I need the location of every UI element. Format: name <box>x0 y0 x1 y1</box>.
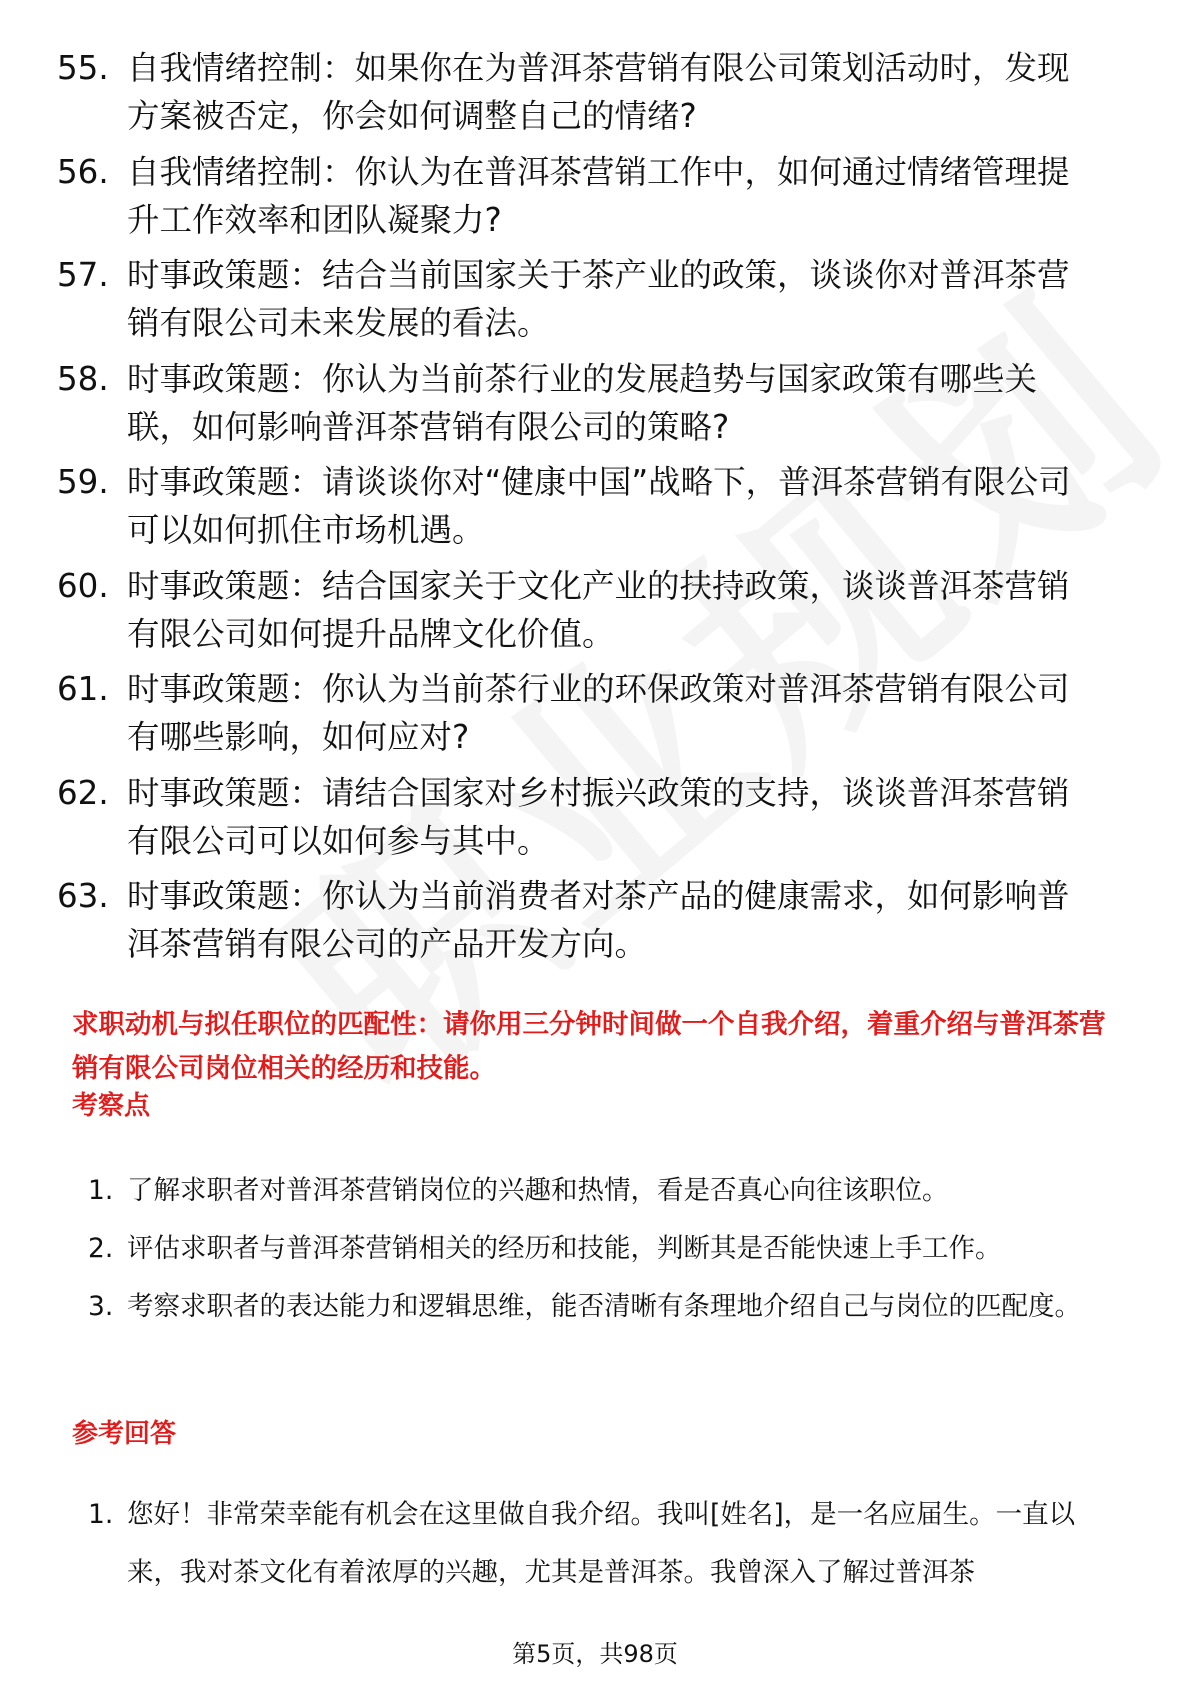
question-number: 58. <box>57 359 109 398</box>
assessment-list <box>0 1162 1190 1336</box>
question-number: 61. <box>57 670 109 708</box>
question-number: 60. <box>57 566 109 605</box>
reference-title: 参考回答 <box>72 1419 177 1449</box>
question-text: 自我情绪控制：如果你在为普洱茶营销有限公司策划活动时，发现方案被否定，你会如何调整自己的情绪? <box>127 49 1070 135</box>
question-item <box>0 562 1190 666</box>
question-item <box>0 872 1190 976</box>
question-text: 时事政策题：结合国家关于文化产业的扶持政策，谈谈普洱茶营销有限公司如何提升品牌文化价值。 <box>127 566 1070 653</box>
question-item <box>0 665 1190 769</box>
highlighted-question: 求职动机与拟任职位的匹配性：请你用三分钟时间做一个自我介绍，着重介绍与普洱茶营销有限公司岗位相关的经历和技能。 <box>72 1009 1106 1084</box>
question-text: 自我情绪控制：你认为在普洱茶营销工作中，如何通过情绪管理提升工作效率和团队凝聚力? <box>127 152 1070 239</box>
question-number: 56. <box>57 152 109 191</box>
question-text: 时事政策题：你认为当前茶行业的发展趋势与国家政策有哪些关联，如何影响普洱茶营销有限公司的策略? <box>127 359 1038 446</box>
list-item <box>0 1162 1190 1220</box>
list-number: 3. <box>88 1291 114 1322</box>
list-text: 您好！非常荣幸能有机会在这里做自我介绍。我叫[姓名]，是一名应届生。一直以来，我对茶文化有着浓厚的兴趣，尤其是普洱茶。我曾深入了解过普洱茶 <box>127 1499 1076 1588</box>
question-item <box>0 44 1190 148</box>
question-number: 55. <box>57 49 109 87</box>
assessment-title: 考察点 <box>72 1091 151 1121</box>
list-number: 1. <box>88 1175 114 1206</box>
list-item <box>0 1220 1190 1278</box>
question-text: 时事政策题：请谈谈你对“健康中国”战略下，普洱茶营销有限公司可以如何抓住市场机遇。 <box>127 463 1071 549</box>
question-item <box>0 148 1190 252</box>
question-item <box>0 355 1190 459</box>
question-number: 59. <box>57 463 109 501</box>
question-text: 时事政策题：请结合国家对乡村振兴政策的支持，谈谈普洱茶营销有限公司可以如何参与其中。 <box>127 773 1070 860</box>
list-number: 2. <box>88 1233 114 1264</box>
question-number: 63. <box>57 877 109 915</box>
question-number: 62. <box>57 773 109 812</box>
list-item <box>0 1486 1190 1602</box>
list-text: 评估求职者与普洱茶营销相关的经历和技能，判断其是否能快速上手工作。 <box>127 1233 1002 1264</box>
page-footer: 第5页，共98页 <box>512 1640 678 1668</box>
reference-list <box>0 1486 1190 1602</box>
list-text: 考察求职者的表达能力和逻辑思维，能否清晰有条理地介绍自己与岗位的匹配度。 <box>127 1291 1081 1322</box>
list-text: 了解求职者对普洱茶营销岗位的兴趣和热情，看是否真心向往该职位。 <box>127 1175 949 1206</box>
question-number: 57. <box>57 256 109 294</box>
question-item <box>0 251 1190 355</box>
list-number: 1. <box>88 1499 114 1530</box>
question-text: 时事政策题：你认为当前消费者对茶产品的健康需求，如何影响普洱茶营销有限公司的产品开发方向。 <box>127 877 1070 963</box>
list-item <box>0 1278 1190 1336</box>
question-text: 时事政策题：结合当前国家关于茶产业的政策，谈谈你对普洱茶营销有限公司未来发展的看法。 <box>127 256 1070 342</box>
question-item <box>0 458 1190 562</box>
question-text: 时事政策题：你认为当前茶行业的环保政策对普洱茶营销有限公司有哪些影响，如何应对? <box>127 670 1070 756</box>
question-list <box>0 44 1190 976</box>
question-item <box>0 769 1190 873</box>
